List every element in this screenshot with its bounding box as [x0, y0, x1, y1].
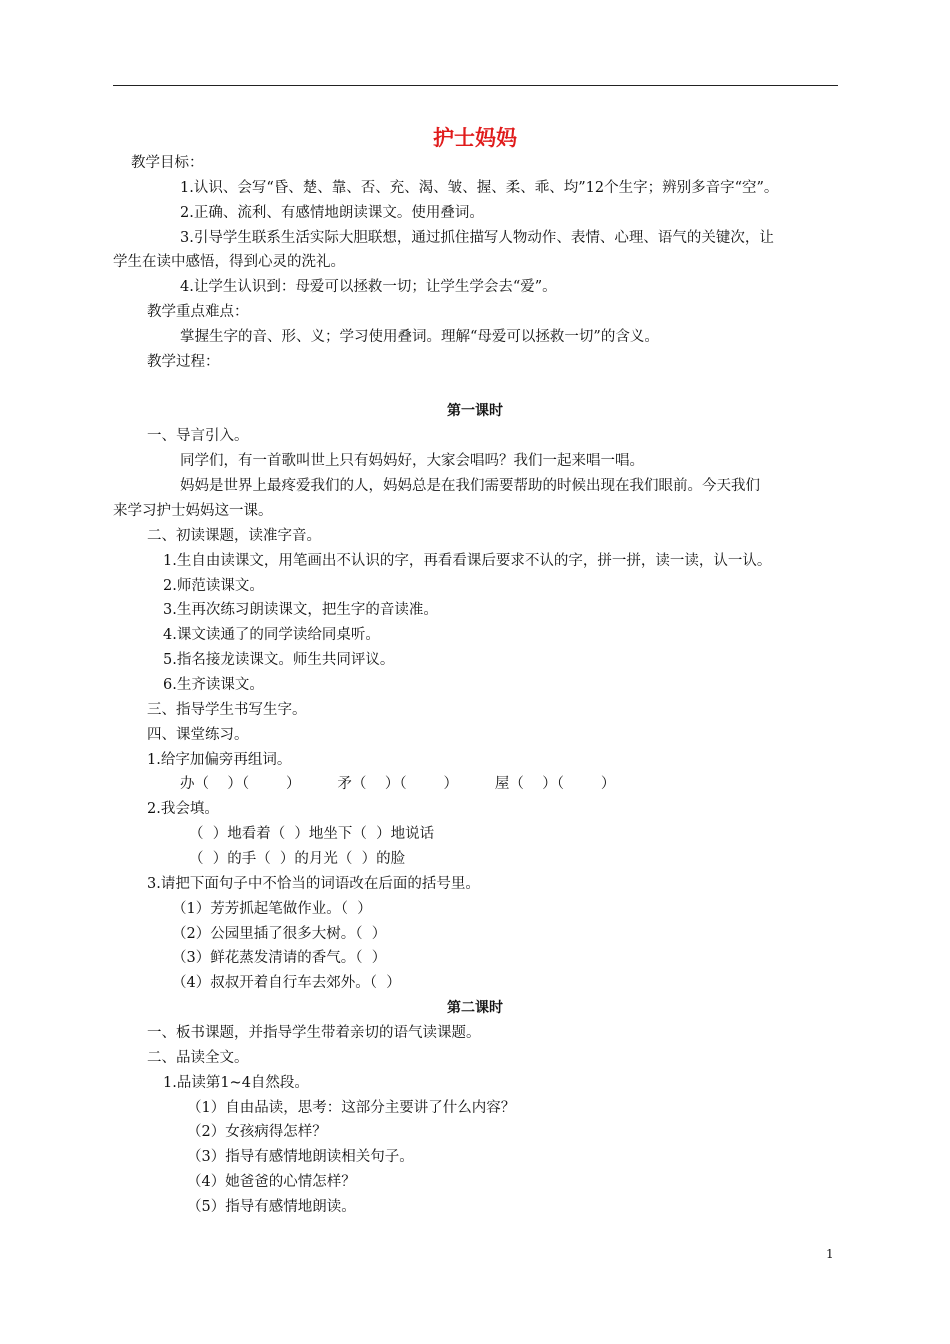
l2-line: 1.品读第1~4自然段。	[163, 1075, 309, 1091]
l2-line: （1）自由品读，思考：这部分主要讲了什么内容？	[187, 1100, 516, 1116]
l1-line: （ ）的手（ ）的月光（ ）的脸	[189, 851, 406, 867]
l1-line: 2.师范读课文。	[163, 578, 264, 594]
l1-line: 1.给字加偏旁再组词。	[147, 752, 292, 768]
l2-line: （5）指导有感情地朗读。	[187, 1199, 356, 1215]
l1-line: 来学习护士妈妈这一课。	[113, 503, 273, 519]
goals-heading: 教学目标：	[131, 155, 204, 171]
l1-line: 四、课堂练习。	[147, 727, 249, 743]
l1-line: （2）公园里插了很多大树。（ ）	[172, 926, 387, 942]
l2-line: （3）指导有感情地朗读相关句子。	[187, 1149, 414, 1165]
lesson1-title: 第一课时	[447, 403, 503, 419]
l1-line: 三、指导学生书写生字。	[147, 702, 307, 718]
l1-line: 3.生再次练习朗读课文，把生字的音读准。	[163, 602, 438, 618]
lesson2-title: 第二课时	[447, 1000, 503, 1016]
l1-line: （1）芳芳抓起笔做作业。（ ）	[172, 901, 372, 917]
l1-line: 3.请把下面句子中不恰当的词语改在后面的括号里。	[147, 876, 480, 892]
l1-line: （4）叔叔开着自行车去郊外。（ ）	[172, 975, 401, 991]
l1-line: 同学们，有一首歌叫世上只有妈妈好，大家会唱吗？我们一起来唱一唱。	[180, 453, 644, 469]
l1-line: 6.生齐读课文。	[163, 677, 264, 693]
l1-line: 妈妈是世界上最疼爱我们的人，妈妈总是在我们需要帮助的时候出现在我们眼前。今天我们	[180, 478, 760, 494]
l1-line: （ ）地看着（ ）地坐下（ ）地说话	[189, 826, 435, 842]
goal-item-1: 1.认识、会写“昏、楚、靠、否、充、渴、皱、握、柔、乖、均”12个生字；辨别多音字“空”。	[180, 180, 779, 196]
document-title: 护士妈妈	[433, 126, 517, 150]
l1-line: 办（ ）（ ） 矛（ ）（ ） 屋（ ）（ ）	[180, 776, 616, 792]
l1-line: 4.课文读通了的同学读给同桌听。	[163, 627, 380, 643]
l2-line: （4）她爸爸的心情怎样？	[187, 1174, 356, 1190]
l2-line: （2）女孩病得怎样？	[187, 1124, 327, 1140]
l2-line: 一、板书课题，并指导学生带着亲切的语气读课题。	[147, 1025, 481, 1041]
goal-item-4: 4.让学生认识到：母爱可以拯救一切；让学生学会去“爱”。	[180, 279, 557, 295]
l2-line: 二、品读全文。	[147, 1050, 249, 1066]
l1-line: 5.指名接龙读课文。师生共同评议。	[163, 652, 395, 668]
header-rule	[113, 85, 838, 86]
l1-line: 二、初读课题，读准字音。	[147, 528, 321, 544]
l1-line: 1.生自由读课文，用笔画出不认识的字，再看看课后要求不认的字，拼一拼，读一读，认一认。	[163, 553, 772, 569]
key-points-heading: 教学重点难点：	[147, 304, 249, 320]
l1-line: 一、导言引入。	[147, 428, 249, 444]
goal-item-2: 2.正确、流利、有感情地朗读课文。使用叠词。	[180, 205, 484, 221]
process-heading: 教学过程：	[147, 354, 220, 370]
page-number: 1	[826, 1247, 834, 1261]
l1-line: 2.我会填。	[147, 801, 219, 817]
key-points-text: 掌握生字的音、形、义；学习使用叠词。理解“母爱可以拯救一切”的含义。	[180, 329, 659, 345]
l1-line: （3）鲜花蒸发清请的香气。（ ）	[172, 950, 387, 966]
goal-item-3-cont: 学生在读中感悟，得到心灵的洗礼。	[113, 254, 345, 270]
goal-item-3: 3.引导学生联系生活实际大胆联想，通过抓住描写人物动作、表情、心理、语气的关键次，让	[180, 230, 774, 246]
